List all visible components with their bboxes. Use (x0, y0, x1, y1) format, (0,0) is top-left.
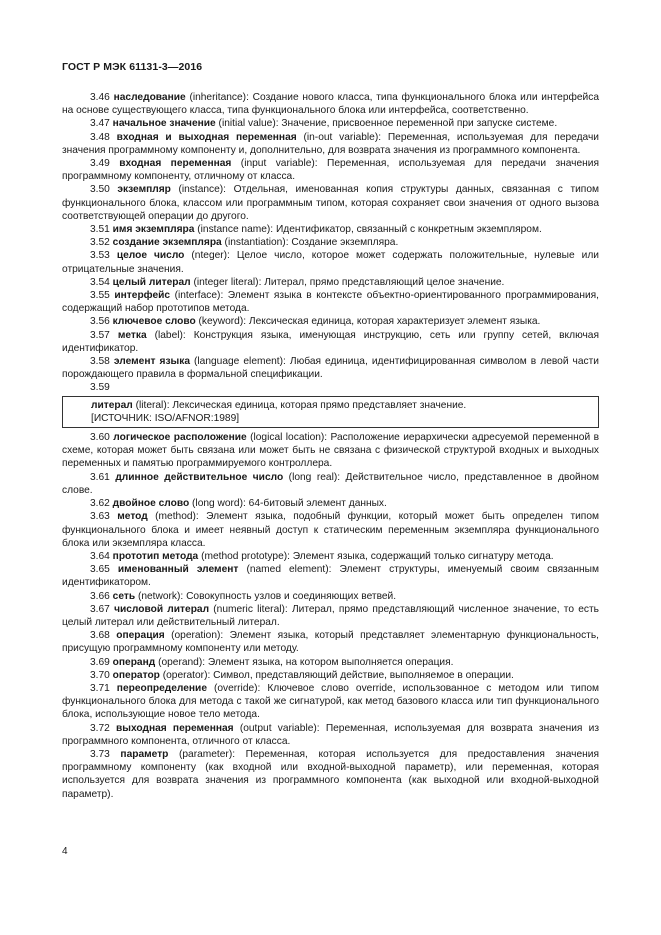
definition-term: оператор (112, 669, 160, 681)
definition-term: ключевое слово (112, 316, 196, 328)
definition-text: (operand): Элемент языка, на котором выполняется операция. (155, 656, 454, 668)
definition-entry (62, 722, 599, 748)
definition-term: целое число (116, 250, 185, 262)
definition-text: (instance): Отдельная, именованная копия структуры данных, связанная с типом функционального блока, классом или программным типом, которая сохраняет свои значения от одного вызова соответствующей операции до другого. (62, 184, 599, 222)
definition-entry (62, 497, 599, 510)
definition-number: 3.57 (90, 329, 110, 341)
definition-entry (62, 117, 599, 130)
definition-number: 3.70 (90, 669, 110, 681)
definition-text: (interface): Элемент языка в контексте объектно-ориентированного программирования, содержащий набор прототипов метода. (62, 290, 599, 315)
definition-term: прототип метода (112, 550, 199, 562)
definition-number: 3.63 (90, 511, 110, 523)
definition-term: логическое расположение (113, 432, 247, 444)
definition-term: элемент языка (113, 356, 190, 368)
page-number: 4 (62, 846, 68, 857)
definition-text: (long word): 64-битовый элемент данных. (189, 498, 387, 510)
definition-number: 3.65 (90, 564, 110, 576)
definition-term: длинное действительное число (115, 471, 284, 483)
definition-term: параметр (120, 748, 169, 760)
definition-number: 3.66 (90, 590, 110, 602)
definition-term: метод (117, 511, 148, 523)
definition-entry (62, 249, 599, 275)
definition-entry (62, 669, 599, 682)
definition-text: (parameter): Переменная, которая используется для предоставления значения программному компоненту (как входной или входной-выходной параметр), или переменная, которая используется для возврата значения из программного компонента (как выходной или входной-выходной параметр). (62, 748, 599, 800)
definition-number: 3.51 (90, 224, 110, 236)
definition-text: (operator): Символ, представляющий действие, выполняемое в операции. (159, 669, 514, 681)
definition-text: (instantiation): Создание экземпляра. (221, 237, 399, 249)
definition-entry (62, 236, 599, 249)
definition-entry (62, 315, 599, 328)
definition-entry (62, 682, 599, 722)
definition-text: (operation): Элемент языка, который представляет элементарную функциональность, присущую программному компоненту или методу. (62, 630, 599, 655)
boxed-definition (62, 396, 599, 428)
definition-text: (inheritance): Создание нового класса, типа функционального блока или интерфейса на основе существующего класса, типа функционального блока или интерфейса, соответственно. (62, 92, 599, 117)
definition-entry (62, 510, 599, 550)
definition-entry (62, 157, 599, 183)
definition-text: (initial value): Значение, присвоенное переменной при запуске системе. (215, 118, 558, 130)
definition-term: имя экземпляра (112, 224, 195, 236)
definition-term: наследование (113, 92, 186, 103)
definition-text: (language element): Любая единица, идентифицированная символом в левой части порождающего правила в формальной спецификации. (62, 356, 599, 381)
definition-entry (62, 656, 599, 669)
definition-number: 3.50 (90, 184, 110, 196)
definition-text: (nteger): Целое число, которое может содержать положительные, нулевые или отрицательные значения. (62, 250, 599, 275)
definition-entry (62, 276, 599, 289)
definition-entry (62, 431, 599, 471)
definition-entry (62, 563, 599, 589)
definition-number: 3.69 (90, 656, 110, 668)
definition-entry (62, 131, 599, 157)
definition-text: (numeric literal): Литерал, прямо представляющий численное значение, то есть целый литерал или действительный литерал. (62, 603, 599, 628)
definition-entry (62, 223, 599, 236)
definition-term: экземпляр (117, 184, 171, 196)
definition-entry (62, 91, 599, 117)
definition-term: сеть (112, 590, 136, 602)
standard-header: ГОСТ Р МЭК 61131-3—2016 (62, 61, 203, 73)
definition-entry (62, 590, 599, 603)
definition-number: 3.72 (90, 722, 110, 734)
definition-entry (62, 603, 599, 629)
definition-text: (instance name): Идентификатор, связанный с конкретным экземпляром. (194, 224, 542, 236)
definition-term: операнд (112, 656, 156, 668)
definition-entry (62, 748, 599, 801)
definitions-body (62, 91, 599, 801)
definition-term: числовой литерал (114, 603, 210, 615)
definition-term: переопределение (116, 682, 207, 694)
definition-term: метка (117, 329, 147, 341)
definition-number: 3.59 (90, 382, 110, 394)
definition-term: выходная переменная (116, 722, 234, 734)
definition-number: 3.47 (90, 118, 110, 130)
definition-text: (method): Элемент языка, подобный функции, который может быть определен типом функционального блока и имеет неявный доступ к статическим переменным экземпляра функционального блока или экземпляра класса. (62, 511, 599, 549)
definition-term: входная и выходная переменная (116, 131, 297, 143)
definition-term: операция (116, 630, 165, 642)
definition-number: 3.73 (90, 748, 110, 760)
definitions-list-continued (62, 431, 599, 801)
definition-text: (output variable): Переменная, используемая для возврата значения из программного компонента, отличного от класса. (62, 722, 600, 747)
definition-number: 3.64 (90, 550, 110, 562)
definition-text: (integer literal): Литерал, прямо представляющий целое значение. (190, 276, 505, 288)
definition-term: двойное слово (112, 498, 190, 510)
definitions-list (62, 91, 599, 395)
definition-entry (62, 289, 599, 315)
definition-number: 3.55 (90, 290, 110, 302)
definition-text: (label): Конструкция языка, именующая инструкцию, сеть или группу сетей, включая идентификатор. (62, 329, 599, 354)
definition-number: 3.56 (90, 316, 110, 328)
definition-text: (override): Ключевое слово override, использованное с методом или типом функционального блока для метода с такой же сигнатурой, как метод базового класса или тип функционального блока, использующие новое тело метода. (62, 682, 599, 721)
definition-text: (network): Совокупность узлов и соединяющих ветвей. (135, 590, 397, 602)
definition-term: входная переменная (119, 158, 232, 170)
definition-number: 3.49 (90, 158, 110, 170)
definition-text: (in-out variable): Переменная, используемая для передачи значения программному компоненту и, дополнительно, для возврата значения из программного компонента. (62, 131, 599, 156)
boxed-definition-text (91, 399, 598, 412)
definition-number: 3.54 (90, 276, 110, 288)
definition-text: (named element): Элемент структуры, именуемый своим связанным идентификатором. (62, 564, 599, 589)
definition-text: (method prototype): Элемент языка, содержащий только сигнатуру метода. (198, 550, 554, 562)
definition-entry (62, 550, 599, 563)
source-reference: [ИСТОЧНИК: ISO/AFNOR:1989] (91, 412, 240, 424)
definition-number: 3.60 (90, 432, 110, 444)
definition-number: 3.71 (90, 682, 110, 694)
definition-term: целый литерал (112, 276, 191, 288)
definition-term: начальное значение (112, 118, 216, 130)
definition-number: 3.67 (90, 603, 110, 615)
definition-number: 3.58 (90, 356, 110, 368)
definition-entry (62, 183, 599, 223)
definition-term: создание экземпляра (112, 237, 222, 249)
definition-entry (62, 355, 599, 381)
definition-text: (long real): Действительное число, представленное в двойном слове. (62, 471, 599, 496)
definition-number: 3.46 (90, 92, 110, 103)
definition-term: литерал (91, 399, 133, 411)
definition-number: 3.53 (90, 250, 110, 262)
definition-number: 3.62 (90, 498, 110, 510)
definition-entry (62, 329, 599, 355)
definition-text: (input variable): Переменная, используемая для передачи значения программному компоненту, отличному от класса. (62, 158, 599, 183)
definition-term: именованный элемент (117, 564, 239, 576)
definition-number: 3.48 (90, 131, 110, 143)
definition-number: 3.61 (90, 471, 110, 483)
definition-term: интерфейс (114, 290, 171, 302)
definition-number: 3.52 (90, 237, 110, 249)
definition-text: (keyword): Лексическая единица, которая характеризует элемент языка. (195, 316, 541, 328)
definition-text: (logical location): Расположение иерархически адресуемой переменной в схеме, которая может быть связана или может быть не связана с физической структурой входных и выходных переменных и памятью программируемого контроллера. (62, 432, 599, 470)
definition-text: (literal): Лексическая единица, которая прямо представляет значение. (132, 399, 467, 411)
definition-entry (62, 381, 599, 394)
definition-entry (62, 471, 599, 497)
definition-number: 3.68 (90, 630, 110, 642)
definition-entry (62, 629, 599, 655)
